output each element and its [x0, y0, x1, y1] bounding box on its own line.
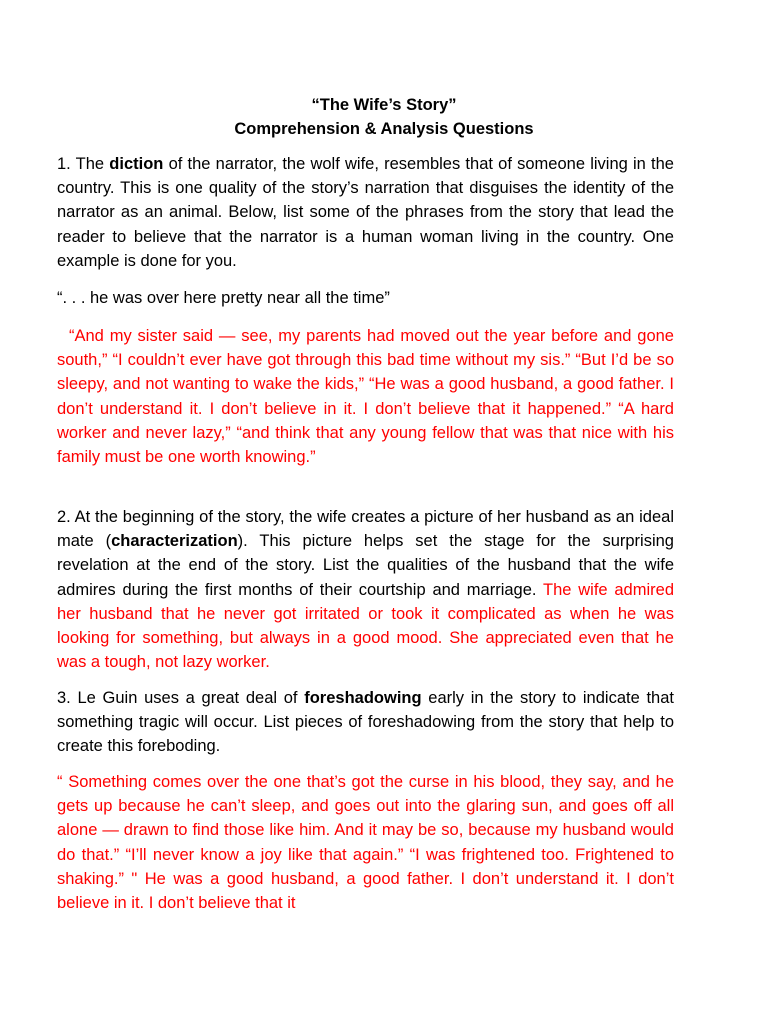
- question-1-answer: “And my sister said — see, my parents had moved out the year before and gone south,” “I couldn’t ever have got through this bad time without my sis.” “But I’d be so sleepy, and not wanting to wake the kids,” “He was a good husband, a good father. I don’t understand it. I don’t believe in it. I don’t believe that it happened.” “A hard worker and never lazy,” “and think that any young fellow that was that nice with his family must be one worth knowing.”: [57, 327, 674, 467]
- question-3: [57, 686, 674, 759]
- question-3-term: foreshadowing: [304, 689, 422, 707]
- question-2-answer: The wife admired her husband that he never got irritated or took it complicated as when he was looking for something, but always in a good mood. She appreciated even that he was a tough, not lazy worker.: [57, 580, 674, 672]
- question-2-post: ). This picture helps set the stage for the surprising revelation at the end of the story. List the qualities of the husband that the wife admires during the first months of their courtship and marriage.: [57, 532, 674, 599]
- question-2-term: characterization: [111, 532, 238, 551]
- question-3-pre: 3. Le Guin uses a great deal of: [57, 689, 305, 707]
- question-2: [57, 505, 674, 674]
- question-1: [57, 152, 674, 273]
- question-1-example: “. . . he was over here pretty near all the time”: [57, 289, 390, 307]
- question-1-post: of the narrator, the wolf wife, resembles that of someone living in the country. This is one quality of the story’s narration that disguises the identity of the narrator as an animal. Below, list some of the phrases from the story that lead the reader to believe that the narrator is a human woman living in the country. One example is done for you.: [57, 155, 674, 270]
- question-3-answer: “ Something comes over the one that’s got the curse in his blood, they say, and he gets up because he can’t sleep, and goes out into the glaring sun, and goes off all alone — drawn to find those like him. And it may be so, because my husband would do that.” “I’ll never know a joy like that again.” “I was frightened too. Frightened to shaking.” " He was a good husband, a good father. I don’t understand it. I don’t believe in it. I don’t believe that it: [57, 773, 674, 913]
- question-1-term: diction: [109, 155, 164, 173]
- document-title: “The Wife’s Story”: [311, 96, 457, 114]
- question-2-pre: 2. At the beginning of the story, the wife creates a picture of her husband as an ideal mate (: [57, 508, 674, 551]
- document-subtitle: Comprehension & Analysis Questions: [234, 120, 534, 138]
- question-1-pre: 1. The: [57, 155, 110, 173]
- question-3-post: early in the story to indicate that something tragic will occur. List pieces of foreshadowing from the story that help to create this foreboding.: [57, 689, 674, 756]
